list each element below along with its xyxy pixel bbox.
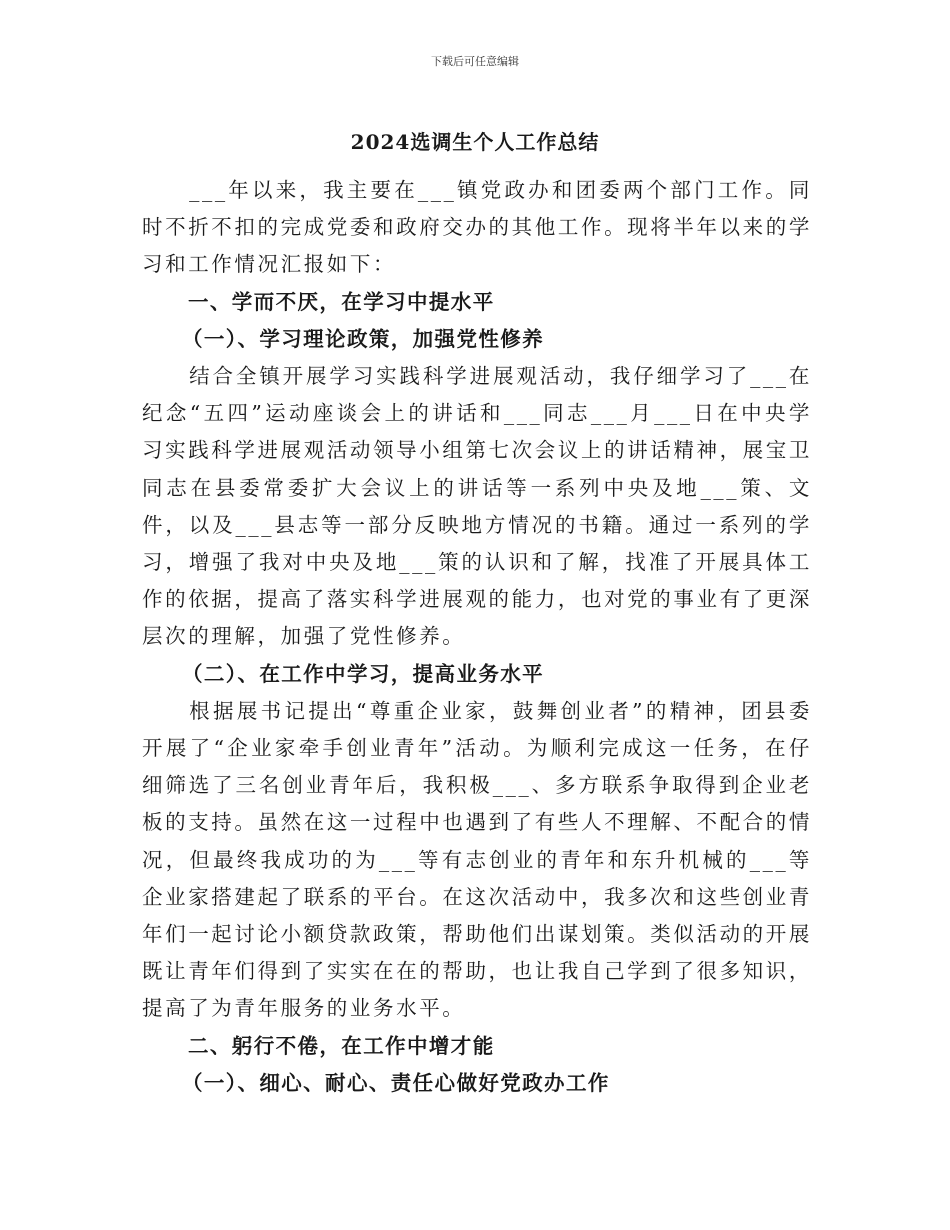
- header-note: 下载后可任意编辑: [431, 55, 519, 68]
- document-body: [142, 172, 812, 1102]
- section-2-heading: 二、躬行不倦，在工作中增才能: [188, 1033, 495, 1058]
- section-1-sub-1-paragraph: 结合全镇开展学习实践科学进展观活动，我仔细学习了___在纪念“五四”运动座谈会上的讲话和___同志___月___日在中央学习实践科学进展观活动领导小组第七次会议上的讲话精神，展宝卫同志在县委常委扩大会议上的讲话等一系列中央及地___策、文件，以及___县志等一部分反映地方情况的书籍。通过一系列的学习，增强了我对中央及地___策的认识和了解，找准了开展具体工作的依据，提高了落实科学进展观的能力，也对党的事业有了更深层次的理解，加强了党性修养。: [142, 364, 812, 649]
- section-1-sub-1-heading: （一）、学习理论政策，加强党性修养: [182, 326, 545, 351]
- section-1-sub-2-heading: （二）、在工作中学习，提高业务水平: [182, 661, 545, 686]
- intro-paragraph: ___年以来，我主要在___镇党政办和团委两个部门工作。同时不折不扣的完成党委和政府交办的其他工作。现将半年以来的学习和工作情况汇报如下：: [142, 178, 812, 277]
- section-1-heading: 一、学而不厌，在学习中提水平: [188, 289, 495, 314]
- section-1-sub-2-paragraph: 根据展书记提出“尊重企业家，鼓舞创业者”的精神，团县委开展了“企业家牵手创业青年”活动。为顺利完成这一任务，在仔细筛选了三名创业青年后，我积极___、多方联系争取得到企业老板的支持。虽然在这一过程中也遇到了有些人不理解、不配合的情况，但最终我成功的为___等有志创业的青年和东升机械的___等企业家搭建起了联系的平台。在这次活动中，我多次和这些创业青年们一起讨论小额贷款政策，帮助他们出谋划策。类似活动的开展既让青年们得到了实实在在的帮助，也让我自己学到了很多知识，提高了为青年服务的业务水平。: [142, 698, 812, 1021]
- section-2-sub-1-heading: （一）、细心、耐心、责任心做好党政办工作: [182, 1070, 610, 1095]
- document-title: 2024选调生个人工作总结: [350, 130, 600, 154]
